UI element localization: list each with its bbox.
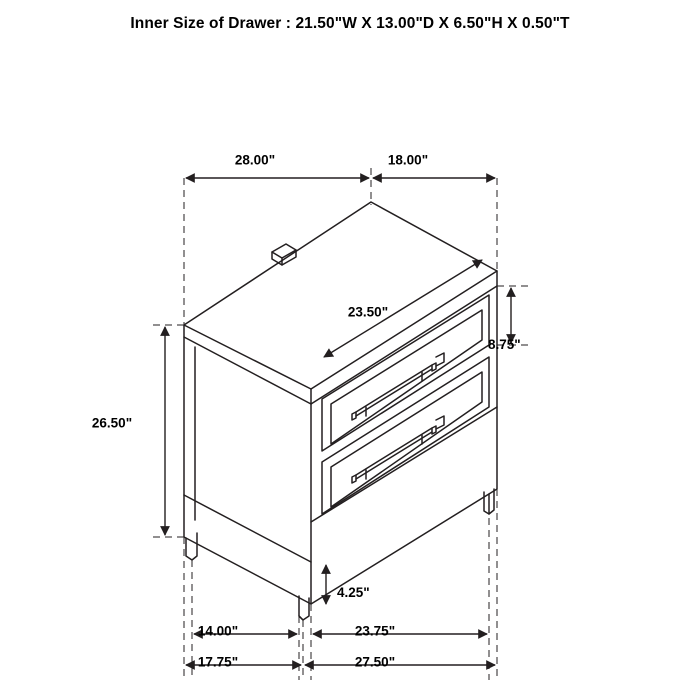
dim-label-top-depth: 23.50"	[347, 304, 389, 320]
dim-label-base-depth-left: 14.00"	[197, 623, 239, 639]
dim-label-base-width-right: 23.75"	[354, 623, 396, 639]
dim-label-leg-height: 4.25"	[337, 585, 370, 600]
dim-label-foot-depth-left: 17.75"	[197, 654, 239, 670]
dim-label-foot-width-right: 27.50"	[354, 654, 396, 670]
dim-label-overall-height: 26.50"	[91, 415, 133, 431]
extension-lines	[152, 168, 530, 680]
furniture-outline	[184, 202, 497, 620]
dim-label-top-width-right: 18.00"	[387, 152, 429, 168]
dim-label-drawer-height: 8.75"	[488, 337, 521, 352]
dim-label-top-width-left: 28.00"	[234, 152, 276, 168]
page-title: Inner Size of Drawer : 21.50"W X 13.00"D X 6.50"H X 0.50"T	[130, 15, 570, 32]
